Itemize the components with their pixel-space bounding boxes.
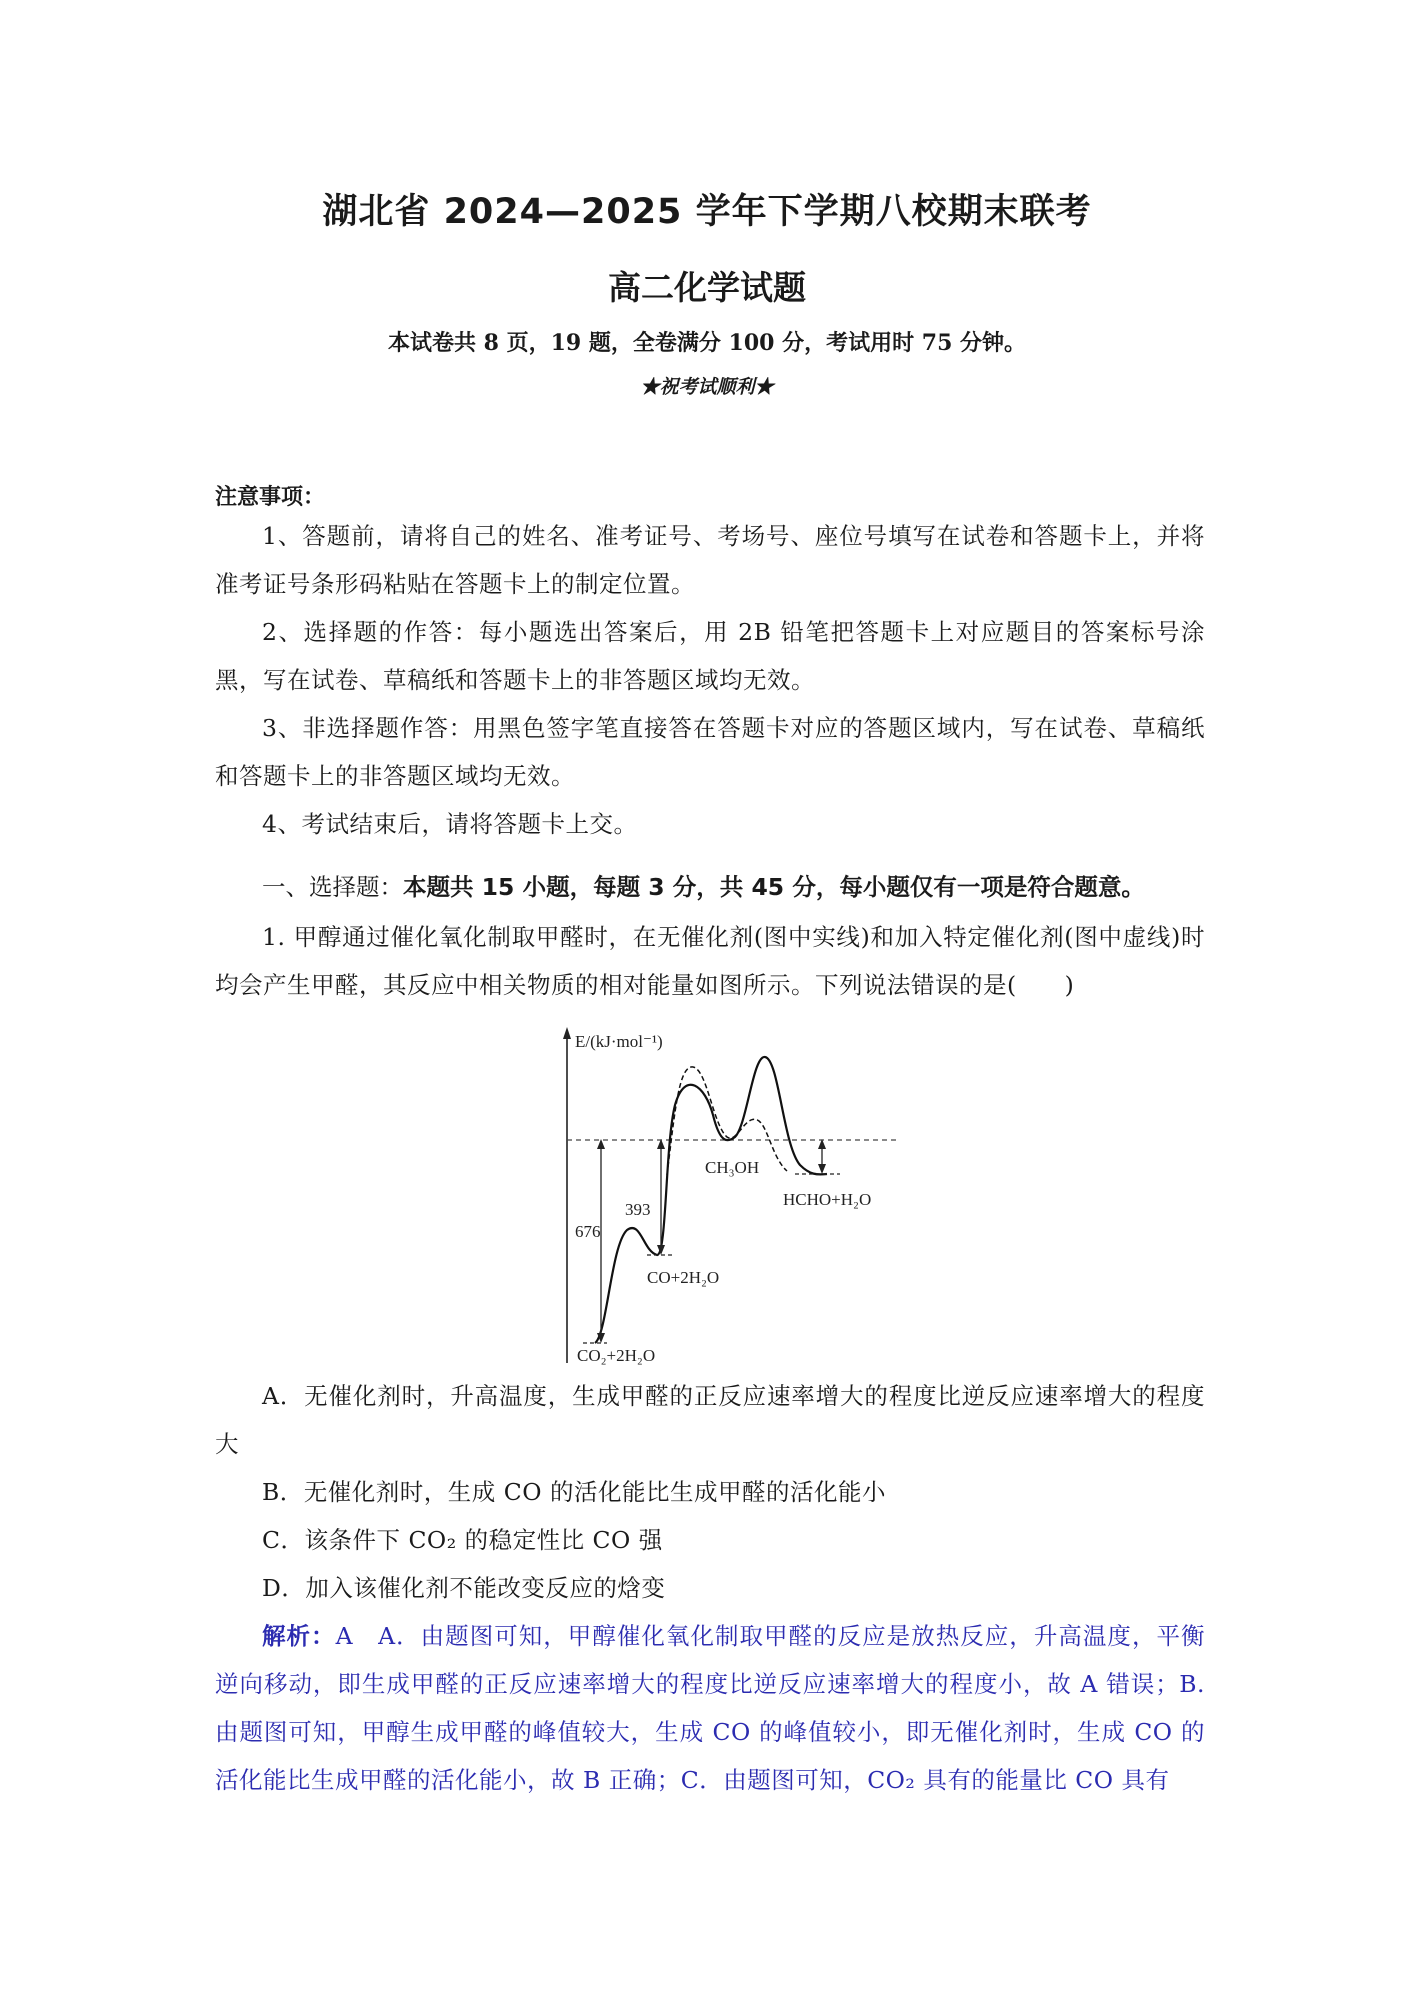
notice-item-2: 2、选择题的作答：每小题选出答案后，用 2B 铅笔把答题卡上对应题目的答案标号涂黑，写在试卷、草稿纸和答题卡上的非答题区域均无效。 [215, 618, 1205, 694]
notice-item-3: 3、非选择题作答：用黑色签字笔直接答在答题卡对应的答题区域内，写在试卷、草稿纸和答题卡上的非答题区域均无效。 [215, 714, 1205, 790]
analysis-label: 解析： [262, 1622, 336, 1650]
label-co: CO+2H₂O [647, 1268, 720, 1287]
label-hcho: HCHO+H₂O [783, 1190, 872, 1209]
question-1-stem: 1. 甲醇通过催化氧化制取甲醛时，在无催化剂(图中实线)和加入特定催化剂(图中虚线)时均会产生甲醛，其反应中相关物质的相对能量如图所示。下列说法错误的是( ) [215, 923, 1205, 999]
notice-heading: 注意事项： [215, 484, 326, 510]
notice-item-4: 4、考试结束后，请将答题卡上交。 [262, 810, 638, 838]
value-393: 393 [625, 1200, 651, 1219]
section-heading [262, 863, 1222, 911]
exam-info: 本试卷共 8 页，19 题，全卷满分 100 分，考试用时 75 分钟。 [387, 330, 1027, 356]
option-a: A．无催化剂时，升高温度，生成甲醛的正反应速率增大的程度比逆反应速率增大的程度大 [215, 1382, 1205, 1458]
option-c: C．该条件下 CO₂ 的稳定性比 CO 强 [262, 1526, 663, 1554]
value-676: 676 [575, 1222, 601, 1241]
notice-item-1: 1、答题前，请将自己的姓名、准考证号、考场号、座位号填写在试卷和答题卡上，并将准考证号条形码粘贴在答题卡上的制定位置。 [215, 522, 1205, 598]
option-b: B．无催化剂时，生成 CO 的活化能比生成甲醛的活化能小 [262, 1478, 886, 1506]
label-ch3oh: CH₃OH [705, 1158, 760, 1177]
option-d: D．加入该催化剂不能改变反应的焓变 [262, 1574, 666, 1602]
y-axis-label: E/(kJ·mol⁻¹) [575, 1032, 663, 1051]
section-text: 本题共 15 小题，每题 3 分，共 45 分，每小题仅有一项是符合题意。 [403, 873, 1145, 901]
y-axis-arrow-icon [563, 1027, 571, 1039]
label-co2: CO₂+2H₂O [577, 1346, 656, 1365]
analysis-text: A A．由题图可知，甲醇催化氧化制取甲醛的反应是放热反应，升高温度，平衡逆向移动，即生成甲醛的正反应速率增大的程度比逆反应速率增大的程度小，故 A 错误；B.由题图可知，甲醇生成甲醛的峰值较大，生成 CO 的峰值较小，即无催化剂时，生成 CO 的活化能比生成甲醛的活化能小，故 B 正确；C．由题图可知，CO₂ 具有的能量比 CO 具有 [215, 1622, 1205, 1794]
arrow-hcho-bottom-icon [818, 1164, 826, 1174]
good-luck-line: ★祝考试顺利★ [640, 376, 774, 398]
exam-subtitle: 高二化学试题 [608, 268, 806, 307]
analysis [215, 1612, 1205, 1804]
section-prefix: 一、选择题： [262, 873, 403, 901]
exam-title: 湖北省 2024—2025 学年下学期八校期末联考 [322, 192, 1092, 232]
energy-diagram [555, 1025, 910, 1375]
